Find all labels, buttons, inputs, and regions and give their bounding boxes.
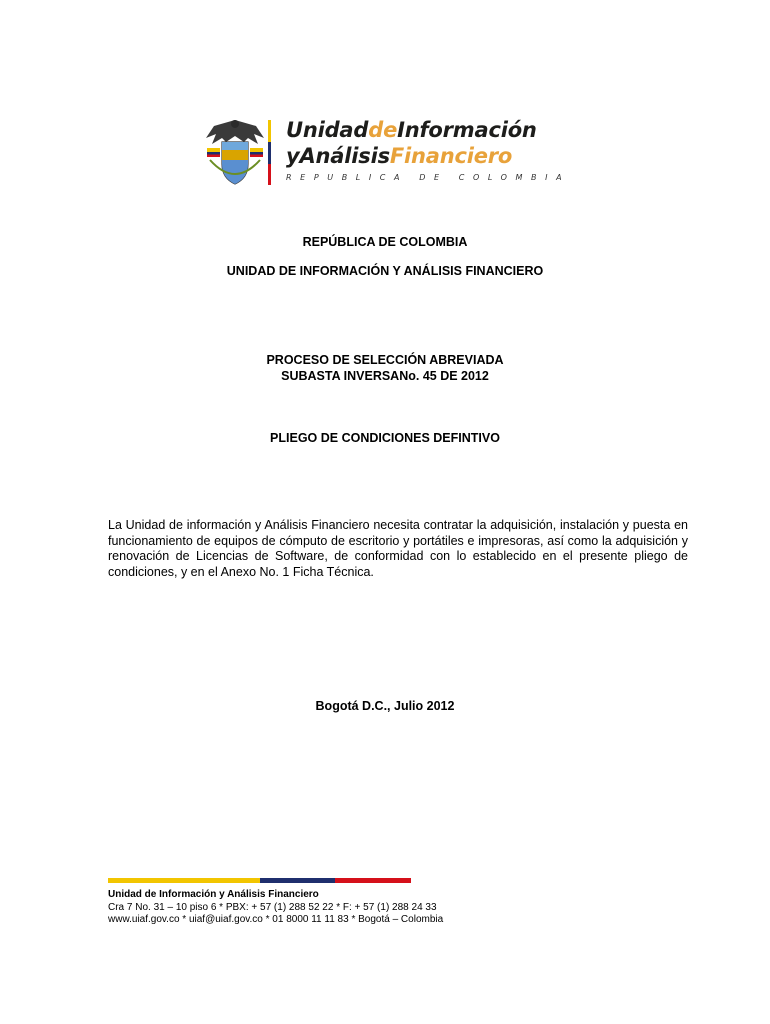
footer-contact: www.uiaf.gov.co * uiaf@uiaf.gov.co * 01 8000 11 11 83 * Bogotá – Colombia xyxy=(108,914,444,925)
logo-tagline: REPUBLICA DE COLOMBIA xyxy=(286,173,571,182)
stripe-blue xyxy=(260,878,335,883)
footer xyxy=(108,889,443,927)
date-line: Bogotá D.C., Julio 2012 xyxy=(315,699,455,713)
entity-heading: UNIDAD DE INFORMACIÓN Y ANÁLISIS FINANCIERO xyxy=(226,264,544,278)
footer-address: Cra 7 No. 31 – 10 piso 6 * PBX: + 57 (1) 288 52 22 * F: + 57 (1) 288 24 33 xyxy=(108,901,437,913)
logo-flag-separator xyxy=(268,120,271,186)
stripe-yellow xyxy=(108,878,260,883)
logo-wordmark-line1: UnidaddeInformación xyxy=(286,118,537,142)
stripe-red xyxy=(335,878,411,883)
country-heading: REPÚBLICA DE COLOMBIA xyxy=(302,235,468,249)
process-heading xyxy=(0,352,770,384)
colombia-coat-of-arms-icon xyxy=(204,116,266,188)
intro-paragraph: La Unidad de información y Análisis Financiero necesita contratar la adquisición, instalación y puesta en funcionamiento de equipos de cómputo de escritorio y portátiles e impresoras, así como la adquisición y renovación de Licencias de Software, de conformidad con lo establecido en el presente pliego de condiciones, y en el Anexo No. 1 Ficha Técnica. xyxy=(108,518,688,579)
process-heading-line2: SUBASTA INVERSANo. 45 DE 2012 xyxy=(281,369,489,383)
process-heading-line1: PROCESO DE SELECCIÓN ABREVIADA xyxy=(266,353,504,367)
footer-org-name: Unidad de Información y Análisis Financiero xyxy=(108,889,319,900)
uiaf-logo xyxy=(200,112,570,192)
logo-wordmark-line2: yAnálisisFinanciero xyxy=(286,144,513,168)
document-title: PLIEGO DE CONDICIONES DEFINTIVO xyxy=(270,431,500,445)
footer-flag-stripe xyxy=(108,878,411,883)
